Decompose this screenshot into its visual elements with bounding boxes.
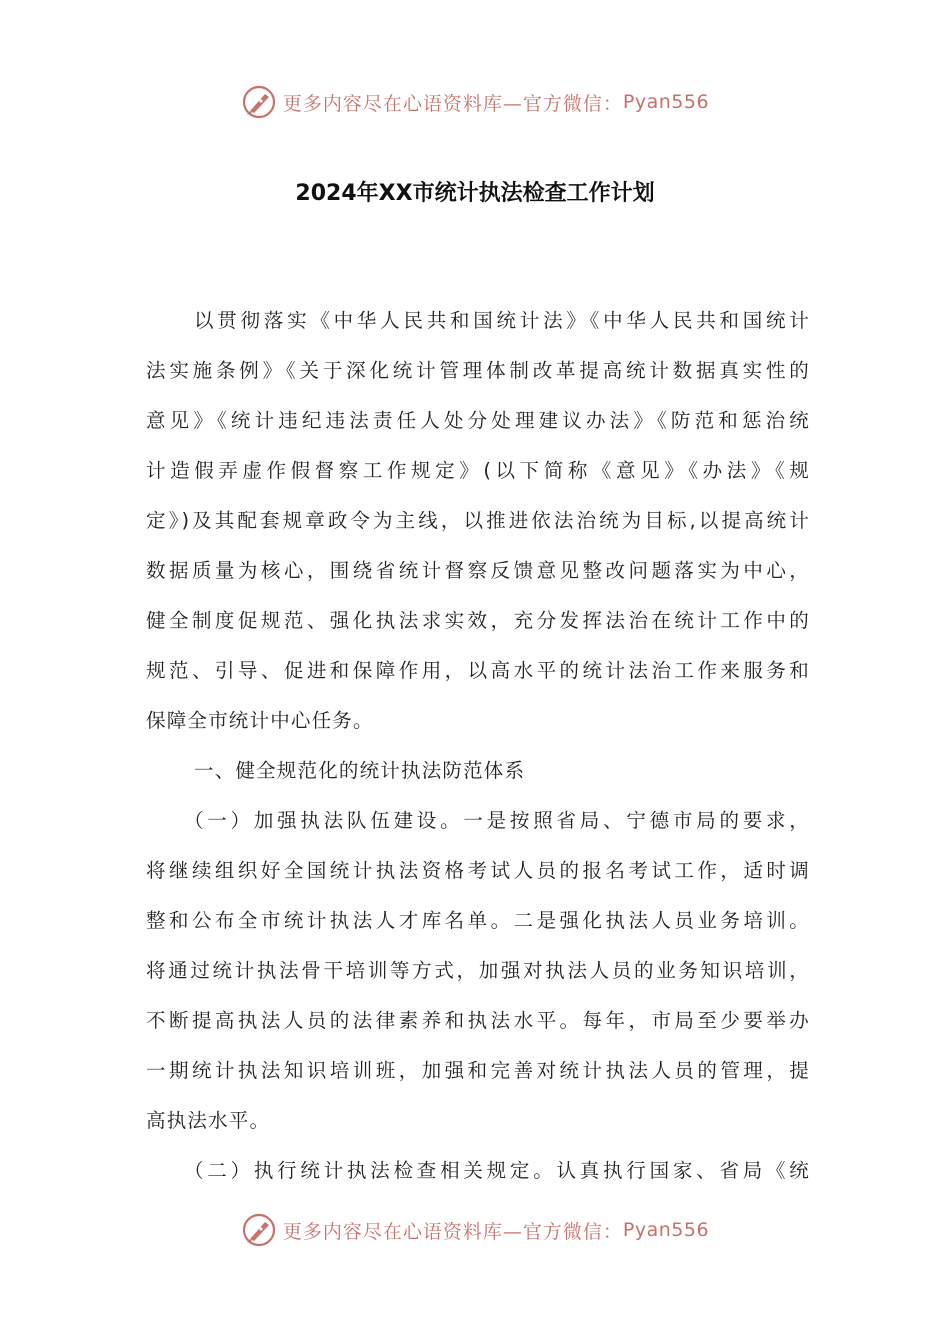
text-line: 数据质量为核心，围绕省统计督察反馈意见整改问题落实为中心， [146,559,810,582]
text-line: 高执法水平。 [146,1109,271,1132]
text-line: 健全制度促规范、强化执法求实效，充分发挥法治在统计工作中的 [146,609,810,632]
wechat-id: Pyan556 [622,1219,710,1241]
text-line: 整和公布全市统计执法人才库名单。二是强化执法人员业务培训。 [146,909,810,932]
subsection-heading: （二）执行统计执法检查相关规定。认真执行国家、省局《统 [184,1159,810,1182]
pen-nib-logo-icon [241,1212,277,1248]
watermark-text: 更多内容尽在心语资料库—官方微信： [282,92,623,115]
text-line: 法实施条例》《关于深化统计管理体制改革提高统计数据真实性的 [146,359,810,382]
text-line: 规范、引导、促进和保障作用，以高水平的统计法治工作来服务和 [146,659,810,682]
text-line: 一期统计执法知识培训班，加强和完善对统计执法人员的管理，提 [146,1059,810,1082]
pen-nib-logo-icon [241,84,277,120]
document-body [146,296,810,1196]
text-line: 不断提高执法人员的法律素养和执法水平。每年，市局至少要举办 [146,1009,810,1032]
document-title: 2024年XX市统计执法检查工作计划 [295,181,655,206]
subsection-heading: （一）加强执法队伍建设。一是按照省局、宁德市局的要求， [184,809,810,832]
text-line: 以贯彻落实《中华人民共和国统计法》《中华人民共和国统计 [194,309,810,332]
text-line: 计造假弄虚作假督察工作规定》(以下简称《意见》《办法》《规 [146,459,810,482]
text-line: 将继续组织好全国统计执法资格考试人员的报名考试工作，适时调 [146,859,810,882]
text-line: 保障全市统计中心任务。 [146,709,374,732]
watermark-banner-bottom [0,1210,950,1250]
text-line: 意见》《统计违纪违法责任人处分处理建议办法》《防范和惩治统 [146,409,810,432]
section-heading: 一、健全规范化的统计执法防范体系 [194,759,526,782]
watermark-text: 更多内容尽在心语资料库—官方微信： [282,1220,623,1243]
text-line: 将通过统计执法骨干培训等方式，加强对执法人员的业务知识培训， [146,959,810,982]
text-line: 定》)及其配套规章政令为主线，以推进依法治统为目标,以提高统计 [146,509,810,532]
wechat-id: Pyan556 [622,91,710,113]
watermark-banner-top [0,82,950,122]
